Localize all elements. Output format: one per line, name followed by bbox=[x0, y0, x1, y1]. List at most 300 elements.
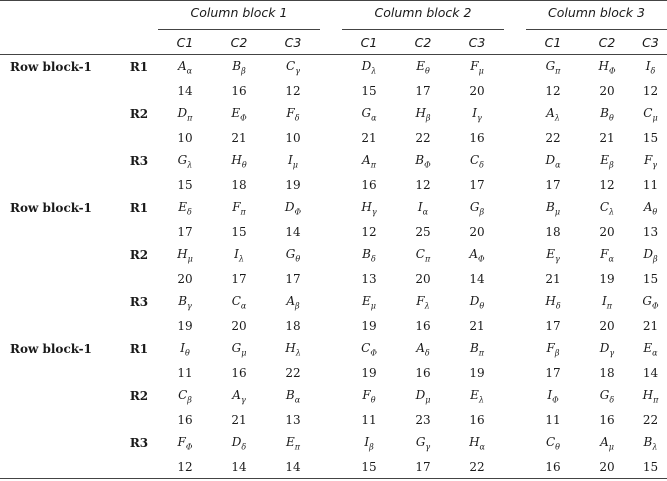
cell-subscript: λ bbox=[295, 348, 301, 358]
cell-letter: F bbox=[416, 293, 425, 308]
cell-subscript: θ bbox=[424, 66, 430, 76]
cell-letter: G bbox=[177, 152, 188, 167]
cell-value: 17 bbox=[177, 224, 193, 239]
cell-symbol bbox=[634, 337, 667, 361]
cell-letter: D bbox=[177, 105, 188, 120]
cell-value: 22 bbox=[415, 130, 431, 145]
spacer bbox=[504, 408, 526, 431]
spacer bbox=[504, 384, 526, 408]
column-block-header bbox=[158, 1, 320, 30]
spacer bbox=[320, 455, 342, 479]
empty-cell bbox=[120, 455, 158, 479]
spacer bbox=[504, 196, 526, 220]
cell-letter: A bbox=[469, 246, 479, 261]
empty-cell bbox=[0, 314, 120, 337]
cell-letter: H bbox=[598, 58, 609, 73]
cell-value: 14 bbox=[642, 365, 659, 380]
cell-symbol bbox=[266, 384, 320, 408]
row-block-label bbox=[0, 102, 120, 126]
corner-cell bbox=[120, 1, 158, 30]
spacer bbox=[504, 267, 526, 290]
cell-symbol bbox=[342, 243, 396, 267]
cell-value: 16 bbox=[415, 365, 431, 380]
row-label: R1 bbox=[129, 342, 149, 356]
cell-value: 12 bbox=[361, 224, 377, 239]
cell-letter: G bbox=[285, 246, 296, 261]
spacer bbox=[320, 337, 342, 361]
row-label: R2 bbox=[129, 248, 149, 262]
cell-symbol bbox=[396, 243, 450, 267]
empty-cell bbox=[120, 220, 158, 243]
cell-value: 18 bbox=[231, 177, 247, 192]
cell-letter: C bbox=[469, 152, 480, 167]
row-block-label: Row block-1 bbox=[10, 342, 92, 356]
cell-letter: I bbox=[234, 246, 239, 261]
spacer bbox=[320, 290, 342, 314]
cell-letter: D bbox=[231, 434, 242, 449]
cell-letter: A bbox=[232, 387, 241, 402]
empty-cell bbox=[120, 314, 158, 337]
spacer bbox=[320, 173, 342, 196]
cell-symbol bbox=[450, 102, 504, 126]
cell-value: 14 bbox=[469, 271, 485, 286]
spacer bbox=[504, 30, 526, 55]
cell-letter: G bbox=[599, 387, 610, 402]
cell-subscript: γ bbox=[240, 395, 246, 405]
cell-letter: B bbox=[178, 293, 188, 308]
cell-letter: G bbox=[545, 58, 556, 73]
cell-symbol bbox=[266, 337, 320, 361]
table-row bbox=[0, 384, 667, 408]
cell-subscript: β bbox=[653, 254, 658, 264]
cell-value: 22 bbox=[450, 455, 504, 479]
cell-value: 20 bbox=[599, 83, 615, 98]
spacer bbox=[320, 30, 342, 55]
table-row bbox=[0, 149, 667, 173]
cell-symbol bbox=[212, 243, 266, 267]
cell-symbol bbox=[266, 290, 320, 314]
cell-letter: G bbox=[361, 105, 372, 120]
cell-subscript: μ bbox=[292, 160, 298, 170]
cell-symbol bbox=[396, 337, 450, 361]
cell-symbol bbox=[158, 337, 212, 361]
cell-symbol bbox=[266, 243, 320, 267]
cell-subscript: λ bbox=[187, 160, 193, 170]
column-block-header bbox=[342, 1, 504, 30]
cell-subscript: β bbox=[295, 301, 300, 311]
cell-symbol bbox=[158, 196, 212, 220]
cell-symbol bbox=[526, 55, 580, 80]
cell-symbol bbox=[450, 196, 504, 220]
cell-value: 13 bbox=[642, 224, 659, 239]
cell-value: 16 bbox=[415, 318, 431, 333]
cell-symbol bbox=[450, 431, 504, 455]
cell-subscript: π bbox=[555, 66, 561, 76]
table-row bbox=[0, 220, 667, 243]
cell-subscript: π bbox=[294, 442, 301, 452]
table-row bbox=[0, 337, 667, 361]
cell-subscript: μ bbox=[608, 442, 614, 452]
cell-value: 17 bbox=[231, 271, 247, 286]
empty-cell bbox=[120, 79, 158, 102]
empty-cell bbox=[0, 267, 120, 290]
cell-letter: G bbox=[415, 434, 426, 449]
empty-cell bbox=[120, 361, 158, 384]
cell-subscript: α bbox=[479, 442, 485, 452]
cell-letter: A bbox=[286, 293, 296, 308]
cell-value: 16 bbox=[177, 412, 193, 427]
cell-symbol bbox=[450, 243, 504, 267]
cell-letter: I bbox=[547, 387, 553, 402]
cell-subscript: λ bbox=[238, 254, 244, 264]
cell-letter: F bbox=[232, 199, 241, 214]
cell-letter: D bbox=[545, 152, 556, 167]
cell-subscript: μ bbox=[241, 348, 247, 358]
table-row bbox=[0, 243, 667, 267]
table-row bbox=[0, 126, 667, 149]
cell-symbol bbox=[266, 102, 320, 126]
cell-subscript: δ bbox=[650, 66, 656, 76]
cell-symbol bbox=[342, 431, 396, 455]
row-label: R2 bbox=[129, 389, 149, 403]
cell-value: 14 bbox=[285, 224, 301, 239]
cell-subscript: β bbox=[479, 207, 485, 217]
cell-value: 15 bbox=[634, 455, 667, 479]
spacer bbox=[320, 79, 342, 102]
cell-letter: H bbox=[415, 105, 426, 120]
table-row bbox=[0, 455, 667, 479]
row-block-label bbox=[0, 243, 120, 267]
cell-subscript: β bbox=[425, 113, 431, 123]
cell-subscript: α bbox=[555, 160, 561, 170]
cell-letter: I bbox=[472, 105, 477, 120]
row-block-label bbox=[0, 149, 120, 173]
empty-cell bbox=[120, 126, 158, 149]
cell-letter: F bbox=[643, 152, 653, 167]
cell-value: 15 bbox=[361, 83, 377, 98]
cell-letter: C bbox=[178, 387, 188, 402]
cell-symbol bbox=[396, 431, 450, 455]
cell-letter: G bbox=[469, 199, 480, 214]
cell-value: 15 bbox=[642, 271, 659, 286]
cell-letter: E bbox=[643, 340, 653, 355]
spacer bbox=[320, 220, 342, 243]
cell-letter: B bbox=[232, 58, 242, 73]
cell-value: 18 bbox=[285, 318, 301, 333]
cell-value: 13 bbox=[285, 412, 301, 427]
cell-subscript: Φ bbox=[652, 301, 659, 311]
spacer bbox=[504, 290, 526, 314]
cell-subscript: λ bbox=[424, 301, 430, 311]
cell-symbol bbox=[342, 102, 396, 126]
column-header: C3 bbox=[634, 30, 667, 55]
spacer bbox=[320, 384, 342, 408]
row-block-label: Row block-1 bbox=[10, 201, 92, 215]
cell-symbol bbox=[526, 431, 580, 455]
spacer bbox=[504, 455, 526, 479]
cell-symbol bbox=[212, 55, 266, 80]
cell-value: 14 bbox=[212, 455, 266, 479]
cell-subscript: π bbox=[187, 113, 193, 123]
spacer bbox=[320, 149, 342, 173]
empty-cell bbox=[0, 126, 120, 149]
cell-value: 18 bbox=[599, 365, 615, 380]
cell-value: 12 bbox=[599, 177, 615, 192]
cell-letter: F bbox=[470, 58, 479, 73]
cell-letter: G bbox=[231, 340, 242, 355]
cell-subscript: θ bbox=[609, 113, 614, 123]
cell-value: 21 bbox=[469, 318, 485, 333]
cell-letter: B bbox=[600, 105, 609, 120]
cell-value: 15 bbox=[231, 224, 247, 239]
cell-symbol bbox=[580, 196, 634, 220]
column-block-label: Column block 3 bbox=[548, 5, 645, 20]
cell-subscript: θ bbox=[241, 160, 247, 170]
cell-subscript: γ bbox=[476, 113, 482, 123]
cell-subscript: δ bbox=[371, 254, 376, 264]
cell-symbol bbox=[526, 384, 580, 408]
cell-letter: H bbox=[231, 152, 242, 167]
cell-subscript: λ bbox=[478, 395, 484, 405]
cell-subscript: γ bbox=[652, 160, 658, 170]
cell-subscript: δ bbox=[609, 395, 615, 405]
cell-value: 16 bbox=[361, 177, 377, 192]
cell-letter: B bbox=[285, 387, 295, 402]
cell-symbol bbox=[158, 149, 212, 173]
spacer bbox=[504, 220, 526, 243]
cell-value: 15 bbox=[642, 130, 659, 145]
cell-value: 16 bbox=[469, 130, 485, 145]
cell-value: 16 bbox=[469, 412, 485, 427]
cell-symbol bbox=[396, 149, 450, 173]
table-row bbox=[0, 431, 667, 455]
cell-value: 12 bbox=[158, 455, 212, 479]
cell-letter: H bbox=[285, 340, 296, 355]
cell-symbol bbox=[158, 290, 212, 314]
cell-symbol bbox=[266, 55, 320, 80]
cell-value: 22 bbox=[285, 365, 301, 380]
cell-subscript: δ bbox=[186, 207, 192, 217]
cell-value: 11 bbox=[177, 365, 193, 380]
cell-letter: C bbox=[545, 434, 556, 449]
cell-subscript: α bbox=[294, 395, 301, 405]
cell-value: 10 bbox=[177, 130, 193, 145]
cell-value: 20 bbox=[177, 271, 193, 286]
corner-cell bbox=[0, 1, 120, 30]
cell-symbol bbox=[342, 55, 396, 80]
cell-value: 20 bbox=[469, 83, 485, 98]
cell-letter: C bbox=[361, 340, 371, 355]
cell-subscript: θ bbox=[295, 254, 301, 264]
cell-value: 20 bbox=[415, 271, 431, 286]
cell-symbol bbox=[634, 149, 667, 173]
cell-value: 12 bbox=[285, 83, 301, 98]
cell-letter: D bbox=[469, 293, 480, 308]
cell-value: 10 bbox=[285, 130, 301, 145]
row-label: R1 bbox=[129, 60, 149, 74]
cell-letter: D bbox=[361, 58, 372, 73]
empty-cell bbox=[120, 267, 158, 290]
cell-letter: B bbox=[362, 246, 371, 261]
cell-symbol bbox=[396, 55, 450, 80]
cell-letter: E bbox=[600, 152, 610, 167]
cell-letter: G bbox=[642, 293, 653, 308]
cell-subscript: π bbox=[240, 207, 246, 217]
cell-letter: B bbox=[469, 340, 479, 355]
spacer bbox=[504, 126, 526, 149]
cell-value: 21 bbox=[642, 318, 659, 333]
cell-symbol bbox=[580, 290, 634, 314]
spacer bbox=[504, 361, 526, 384]
spacer bbox=[504, 102, 526, 126]
cell-symbol bbox=[526, 243, 580, 267]
cell-value: 17 bbox=[396, 455, 450, 479]
cell-symbol bbox=[526, 290, 580, 314]
spacer bbox=[504, 243, 526, 267]
row-block-label bbox=[0, 290, 120, 314]
cell-letter: E bbox=[416, 58, 425, 73]
cell-symbol bbox=[266, 196, 320, 220]
cell-letter: C bbox=[415, 246, 425, 261]
row-label: R3 bbox=[129, 154, 149, 168]
cell-letter: E bbox=[362, 293, 371, 308]
cell-symbol bbox=[396, 196, 450, 220]
cell-value: 12 bbox=[642, 83, 659, 98]
cell-value: 17 bbox=[545, 177, 561, 192]
cell-letter: H bbox=[545, 293, 556, 308]
cell-subscript: μ bbox=[187, 254, 193, 264]
cell-value: 16 bbox=[599, 412, 615, 427]
table-row bbox=[0, 55, 667, 80]
cell-letter: I bbox=[601, 293, 607, 308]
cell-value: 22 bbox=[642, 412, 659, 427]
spacer bbox=[320, 243, 342, 267]
row-label: R3 bbox=[129, 436, 149, 450]
cell-symbol bbox=[634, 243, 667, 267]
cell-symbol bbox=[450, 384, 504, 408]
cell-subscript: π bbox=[370, 160, 376, 170]
cell-subscript: Φ bbox=[478, 254, 485, 264]
cell-subscript: β bbox=[369, 442, 374, 452]
corner-cell bbox=[120, 30, 158, 55]
cell-subscript: γ bbox=[187, 301, 192, 311]
cell-subscript: μ bbox=[652, 113, 658, 123]
cell-value: 17 bbox=[285, 271, 301, 286]
cell-letter: F bbox=[362, 387, 371, 402]
cell-value: 17 bbox=[415, 83, 431, 98]
cell-value: 16 bbox=[526, 455, 580, 479]
cell-subscript: λ bbox=[371, 66, 377, 76]
cell-value: 11 bbox=[361, 412, 377, 427]
spacer bbox=[320, 431, 342, 455]
cell-value: 14 bbox=[266, 455, 320, 479]
cell-subscript: μ bbox=[554, 207, 561, 217]
cell-subscript: α bbox=[652, 348, 658, 358]
cell-subscript: λ bbox=[554, 113, 560, 123]
cell-subscript: μ bbox=[425, 395, 431, 405]
cell-symbol bbox=[450, 55, 504, 80]
empty-cell bbox=[0, 220, 120, 243]
cell-subscript: θ bbox=[479, 301, 485, 311]
cell-value: 20 bbox=[599, 318, 615, 333]
cell-value: 11 bbox=[545, 412, 561, 427]
cell-value: 20 bbox=[580, 455, 634, 479]
table-row bbox=[0, 408, 667, 431]
cell-letter: C bbox=[643, 105, 653, 120]
empty-cell bbox=[0, 361, 120, 384]
cell-symbol bbox=[266, 431, 320, 455]
cell-letter: E bbox=[178, 199, 187, 214]
cell-symbol bbox=[158, 384, 212, 408]
cell-letter: A bbox=[177, 58, 187, 73]
cell-letter: B bbox=[545, 199, 555, 214]
cell-letter: D bbox=[415, 387, 426, 402]
spacer bbox=[504, 431, 526, 455]
cell-letter: A bbox=[600, 434, 609, 449]
cell-value: 19 bbox=[285, 177, 301, 192]
column-header: C2 bbox=[212, 30, 266, 55]
cell-value: 20 bbox=[231, 318, 247, 333]
cell-subscript: δ bbox=[424, 348, 430, 358]
cell-value: 25 bbox=[415, 224, 431, 239]
cell-subscript: π bbox=[478, 348, 485, 358]
table-row bbox=[0, 102, 667, 126]
cell-subscript: γ bbox=[295, 66, 300, 76]
cell-letter: D bbox=[599, 340, 610, 355]
cell-letter: B bbox=[643, 434, 653, 449]
cell-subscript: λ bbox=[652, 442, 658, 452]
column-header: C1 bbox=[342, 30, 396, 55]
cell-symbol bbox=[634, 384, 667, 408]
cell-subscript: Φ bbox=[552, 395, 559, 405]
column-header: C1 bbox=[526, 30, 580, 55]
spacer bbox=[504, 149, 526, 173]
cell-value: 15 bbox=[342, 455, 396, 479]
cell-value: 19 bbox=[599, 271, 615, 286]
cell-letter: H bbox=[361, 199, 372, 214]
cell-letter: D bbox=[643, 246, 653, 261]
cell-symbol bbox=[580, 55, 634, 80]
cell-subscript: δ bbox=[294, 113, 300, 123]
cell-subscript: θ bbox=[370, 395, 376, 405]
spacer bbox=[504, 79, 526, 102]
cell-subscript: γ bbox=[609, 348, 615, 358]
table-row bbox=[0, 314, 667, 337]
spacer bbox=[320, 408, 342, 431]
cell-value: 23 bbox=[415, 412, 431, 427]
column-block-label: Column block 1 bbox=[190, 5, 288, 20]
cell-symbol bbox=[580, 243, 634, 267]
cell-subscript: δ bbox=[479, 160, 484, 170]
cell-letter: H bbox=[642, 387, 654, 402]
cell-symbol bbox=[396, 102, 450, 126]
cell-subscript: α bbox=[371, 113, 377, 123]
cell-subscript: α bbox=[186, 66, 193, 76]
cell-symbol bbox=[634, 102, 667, 126]
row-block-label: Row block-1 bbox=[10, 60, 92, 74]
table-row bbox=[0, 173, 667, 196]
cell-letter: A bbox=[362, 152, 371, 167]
cell-letter: E bbox=[231, 105, 241, 120]
cell-value: 17 bbox=[545, 318, 561, 333]
cell-subscript: Φ bbox=[185, 442, 193, 452]
cell-letter: H bbox=[177, 246, 188, 261]
empty-cell bbox=[0, 173, 120, 196]
column-block-header bbox=[526, 1, 667, 30]
cell-letter: A bbox=[546, 105, 555, 120]
cell-letter: I bbox=[180, 340, 185, 355]
column-header: C2 bbox=[396, 30, 450, 55]
